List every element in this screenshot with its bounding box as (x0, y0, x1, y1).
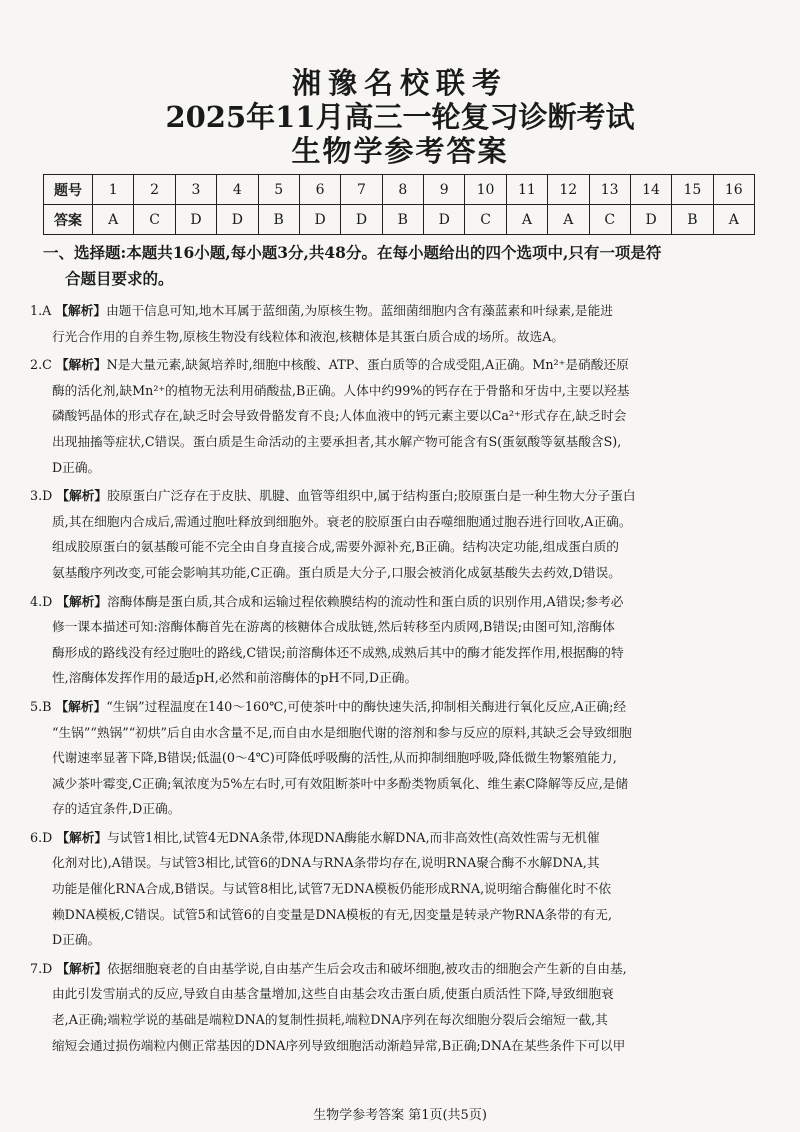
explanation-line: 出现抽搐等症状,C错误。蛋白质是生命活动的主要承担者,其水解产物可能含有S(蛋氨酸等氨基酸含S), (52, 433, 622, 449)
question-number-cell: 6 (299, 175, 340, 205)
explanation-text: “生锅”过程温度在140～160℃,可使茶叶中的酶快速失活,抑制相关酶进行氧化反应,A正确;经 (106, 698, 627, 714)
explanation-line: 赖DNA模板,C错误。试管5和试管6的自变量是DNA模板的有无,因变量是转录产物RNA条带的有无, (52, 906, 613, 922)
answer-cell: D (630, 205, 671, 235)
explanation-line: 代谢速率显著下降,B错误;低温(0～4℃)可降低呼吸酶的活性,从而抑制细胞呼吸,降低微生物繁殖能力, (52, 750, 617, 766)
question-number-cell: 9 (424, 175, 465, 205)
explanation-line: 化剂对比),A错误。与试管3相比,试管6的DNA与RNA条带均存在,说明RNA聚合酶不水解DNA,其 (52, 855, 600, 871)
question-number-row (44, 175, 755, 205)
exam-union-title: 湘豫名校联考 (291, 66, 508, 100)
question-number-cell: 2 (134, 175, 175, 205)
page-footer: 生物学参考答案 第1页(共5页) (313, 1108, 487, 1123)
analysis-tag: 【解析】 (55, 698, 107, 714)
answer-table (43, 174, 755, 235)
explanation-first-line (30, 298, 770, 324)
explanation-first-line (30, 694, 770, 720)
explanation-line: 磷酸钙晶体的形式存在,缺乏时会导致骨骼发育不良;人体血液中的钙元素主要以Ca²⁺形式存在,缺乏时会 (52, 408, 627, 424)
explanation-line: 行光合作用的自养生物,原核生物没有线粒体和液泡,核糖体是其蛋白质合成的场所。故选A。 (52, 328, 565, 344)
explanation-line: 老,A正确;端粒学说的基础是端粒DNA的复制性损耗,端粒DNA序列在每次细胞分裂后会缩短一截,其 (52, 1012, 608, 1028)
question-number-cell: 14 (630, 175, 671, 205)
answer-cell: A (713, 205, 754, 235)
explanation-item (30, 956, 770, 1058)
answer-cell: C (589, 205, 630, 235)
explanation-first-line (30, 956, 770, 982)
answer-cell: B (258, 205, 299, 235)
question-number-cell: 13 (589, 175, 630, 205)
question-number: 1.A (30, 303, 52, 318)
question-number-cell: 11 (506, 175, 547, 205)
analysis-tag: 【解析】 (55, 303, 107, 318)
answer-row (44, 205, 755, 235)
section-heading (43, 240, 761, 292)
explanation-text: 溶酶体酶是蛋白质,其合成和运输过程依赖膜结构的流动性和蛋白质的识别作用,A错误;参考必 (107, 593, 624, 609)
question-number: 7.D (30, 960, 53, 976)
explanation-line: 由此引发雪崩式的反应,导致自由基含量增加,这些自由基会攻击蛋白质,使蛋白质活性下降,导致细胞衰 (52, 986, 614, 1002)
question-number-cell: 5 (258, 175, 299, 205)
explanation-text: 胶原蛋白广泛存在于皮肤、肌腱、血管等组织中,属于结构蛋白;胶原蛋白是一种生物大分子蛋白 (107, 488, 636, 504)
explanation-first-line (30, 352, 770, 378)
explanation-line: 酶的活化剂,缺Mn²⁺的植物无法利用硝酸盐,B正确。人体中约99%的钙存在于骨骼和牙齿中,主要以羟基 (52, 382, 630, 398)
analysis-tag: 【解析】 (56, 488, 108, 504)
analysis-tag: 【解析】 (56, 829, 108, 845)
question-number-cell: 1 (93, 175, 134, 205)
explanation-text: N是大量元素,缺氮培养时,细胞中核酸、ATP、蛋白质等的合成受阻,A正确。Mn²⁺是硝酸还原 (106, 357, 629, 373)
explanation-line: 存的适宜条件,D正确。 (52, 801, 181, 817)
explanation-item (30, 825, 770, 953)
explanation-text: 与试管1相比,试管4无DNA条带,体现DNA酶能水解DNA,而非高效性(高效性需与无机催 (107, 829, 600, 845)
question-number-cell: 15 (672, 175, 713, 205)
analysis-tag: 【解析】 (55, 357, 107, 373)
answer-cell: D (217, 205, 258, 235)
answer-cell: B (382, 205, 423, 235)
answer-cell: A (93, 205, 134, 235)
explanation-line: “生锅”“熟锅”“初烘”后自由水含量不足,而自由水是细胞代谢的溶剂和参与反应的原料,其缺乏会导致细胞 (52, 724, 632, 740)
question-number-cell: 7 (341, 175, 382, 205)
analysis-tag: 【解析】 (56, 960, 108, 976)
explanation-text: 依据细胞衰老的自由基学说,自由基产生后会攻击和破坏细胞,被攻击的细胞会产生新的自由基, (107, 960, 627, 976)
explanation-line: 功能是催化RNA合成,B错误。与试管8相比,试管7无DNA模板仍能形成RNA,说明缩合酶催化时不依 (52, 881, 612, 897)
section-heading-line1: 一、选择题:本题共16小题,每小题3分,共48分。在每小题给出的四个选项中,只有一项是符 (43, 243, 662, 262)
question-number-cell: 12 (548, 175, 589, 205)
question-number: 4.D (30, 593, 53, 609)
answer-cell: C (134, 205, 175, 235)
answer-cell: D (424, 205, 465, 235)
question-number: 3.D (30, 488, 53, 504)
analysis-tag: 【解析】 (56, 593, 108, 609)
answer-cell: D (175, 205, 216, 235)
section-heading-line2: 合题目要求的。 (65, 269, 174, 288)
question-number-cell: 4 (217, 175, 258, 205)
question-number-cell: 10 (465, 175, 506, 205)
explanation-line: 氨基酸序列改变,可能会影响其功能,C正确。蛋白质是大分子,口服会被消化成氨基酸失去药效,D错误。 (52, 564, 621, 580)
answer-cell: D (341, 205, 382, 235)
explanation-line: 缩短会通过损伤端粒内侧正常基因的DNA序列导致细胞活动渐趋异常,B正确;DNA在某些条件下可以甲 (52, 1037, 626, 1053)
answer-cell: A (506, 205, 547, 235)
question-number-cell: 3 (175, 175, 216, 205)
row-label-number: 题号 (44, 175, 93, 205)
subject-title: 生物学参考答案 (291, 134, 509, 168)
explanation-text: 由题干信息可知,地木耳属于蓝细菌,为原核生物。蓝细菌细胞内含有藻蓝素和叶绿素,是能进 (106, 303, 613, 318)
row-label-answer: 答案 (44, 205, 93, 235)
explanation-line: 组成胶原蛋白的氨基酸可能不完全由自身直接合成,需要外源补充,B正确。结构决定功能,组成蛋白质的 (52, 539, 619, 555)
title-block (0, 0, 800, 168)
question-number-cell: 8 (382, 175, 423, 205)
question-number: 6.D (30, 829, 53, 845)
explanations (30, 298, 770, 1061)
explanation-line: 减少茶叶霉变,C正确;氧浓度为5%左右时,可有效阻断茶叶中多酚类物质氧化、维生素C降解等反应,是储 (52, 775, 629, 791)
explanation-line: D正确。 (52, 459, 101, 475)
explanation-item (30, 352, 770, 480)
answer-cell: B (672, 205, 713, 235)
explanation-item (30, 694, 770, 822)
answer-cell: C (465, 205, 506, 235)
explanation-first-line (30, 589, 770, 615)
explanation-item (30, 298, 770, 349)
answer-cell: A (548, 205, 589, 235)
explanation-first-line (30, 483, 770, 509)
explanation-line: D正确。 (52, 932, 101, 948)
explanation-item (30, 483, 770, 585)
answer-cell: D (299, 205, 340, 235)
question-number: 5.B (30, 698, 52, 714)
question-number-cell: 16 (713, 175, 754, 205)
explanation-line: 性,溶酶体发挥作用的最适pH,必然和前溶酶体的pH不同,D正确。 (52, 670, 418, 686)
explanation-first-line (30, 825, 770, 851)
explanation-item (30, 589, 770, 691)
explanation-line: 质,其在细胞内合成后,需通过胞吐释放到细胞外。衰老的胶原蛋白由吞噬细胞通过胞吞进行回收,A正确。 (52, 513, 632, 529)
explanation-line: 酶形成的路线没有经过胞吐的路线,C错误;前溶酶体还不成熟,成熟后其中的酶才能发挥作用,根据酶的特 (52, 644, 624, 660)
question-number: 2.C (30, 357, 52, 373)
explanation-line: 修一课本描述可知:溶酶体酶首先在游离的核糖体合成肽链,然后转移至内质网,B错误;由图可知,溶酶体 (52, 619, 615, 635)
exam-name-title: 2025年11月高三一轮复习诊断考试 (165, 100, 635, 134)
